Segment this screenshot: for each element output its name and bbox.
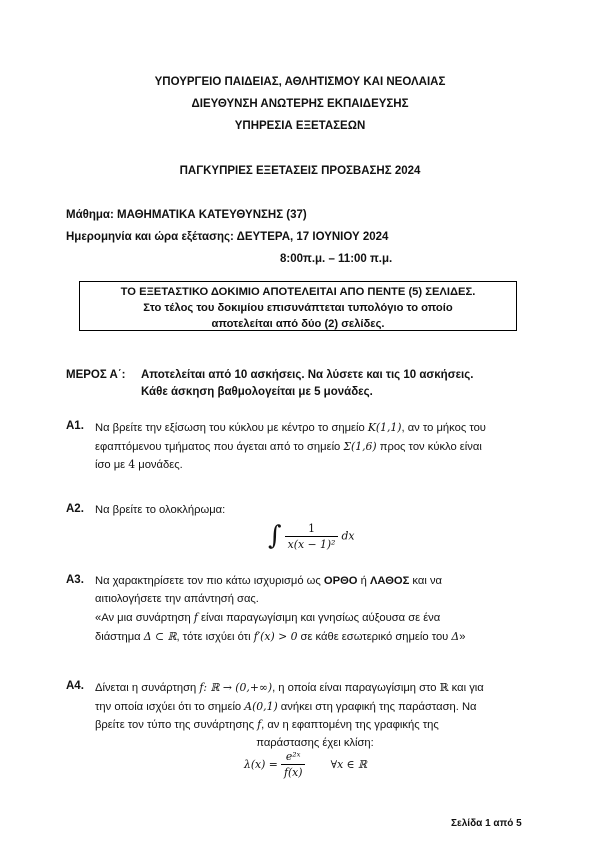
subject-value: ΜΑΘΗΜΑΤΙΚΑ ΚΑΤΕΥΘΥΝΣΗΣ (37): [117, 209, 307, 221]
notice-line-1: ΤΟ ΕΞΕΤΑΣΤΙΚΟ ΔΟΚΙΜΙΟ ΑΠΟΤΕΛΕΙΤΑΙ ΑΠΟ ΠΕΝΤΕ (5) ΣΕΛΙΔΕΣ.: [120, 286, 476, 298]
part-line-2: Κάθε άσκηση βαθμολογείται με 5 μονάδες.: [141, 386, 373, 398]
a3-stmt-derivative: f′(x) > 0: [253, 629, 298, 643]
a1-text-1: Να βρείτε την εξίσωση του κύκλου με κέντρο το σημείο: [95, 422, 368, 434]
a3-stmt-interval: Δ ⊂ ℝ: [143, 629, 177, 643]
a3-stmt-3: διάστημα: [95, 630, 144, 643]
slope-denominator: f(x): [283, 766, 303, 779]
a1-point-sigma: Σ(1,6): [343, 439, 377, 453]
a1-text-2: , αν το μήκος του: [401, 422, 486, 434]
exam-title: ΠΑΓΚΥΠΡΙΕΣ ΕΞΕΤΑΣΕΙΣ ΠΡΟΣΒΑΣΗΣ 2024: [179, 165, 421, 177]
a1-text-5: ίσο με: [95, 459, 129, 471]
a4-text-5: ανήκει στη γραφική της παράσταση. Να: [277, 700, 477, 713]
time-value: 8:00π.μ. – 11:00 π.μ.: [280, 253, 393, 265]
question-a2-text: Να βρείτε το ολοκλήρωμα:: [95, 504, 226, 516]
integral-dx: dx: [341, 529, 355, 543]
a4-text-4: την οποία ισχύει ότι το σημείο: [95, 700, 245, 713]
part-line-1: Αποτελείται από 10 ασκήσεις. Να λύσετε και τις 10 ασκήσεις.: [141, 369, 474, 381]
a3-true-word: ΟΡΘΟ: [323, 575, 358, 587]
question-a4-number: Α4.: [66, 680, 84, 692]
date-label: Ημερομηνία και ώρα εξέτασης:: [66, 231, 234, 243]
slope-fraction: [281, 750, 306, 779]
a3-stmt-f: f: [193, 611, 198, 624]
a4-f: f: [257, 718, 262, 731]
ministry-heading: ΥΠΟΥΡΓΕΙΟ ΠΑΙΔΕΙΑΣ, ΑΘΛΗΤΙΣΜΟΥ ΚΑΙ ΝΕΟΛΑΙΑΣ: [154, 76, 446, 88]
a1-text-3: εφαπτόμενου τμήματος που άγεται από το σημείο: [95, 440, 344, 453]
subject-label: Μάθημα:: [66, 209, 114, 221]
a3-stmt-2: είναι παραγωγίσιμη και γνησίως αύξουσα σε ένα: [197, 612, 441, 624]
question-a3-statement: [95, 609, 535, 646]
a1-length: 4: [128, 458, 136, 471]
integral-fraction: [285, 522, 339, 551]
a1-text-6: μονάδες.: [135, 459, 183, 471]
a3-text-4: αιτιολογήσετε την απάντησή σας.: [95, 592, 259, 605]
a3-text-2: ή: [357, 575, 370, 587]
slope-lhs: λ(x) =: [244, 758, 278, 771]
notice-box: [79, 281, 517, 331]
a3-stmt-6: »: [459, 630, 466, 643]
a4-text-8: παράστασης έχει κλίση:: [256, 736, 374, 749]
a4-text-1: Δίνεται η συνάρτηση: [95, 682, 200, 694]
question-a3-number: Α3.: [66, 574, 84, 586]
a3-stmt-1: «Αν μια συνάρτηση: [95, 612, 194, 624]
notice-line-2: Στο τέλος του δοκιμίου επισυνάπτεται τυπολόγιο το οποίο: [143, 302, 453, 314]
integral-formula: [268, 521, 355, 561]
slope-domain: ∀x ∈ ℝ: [330, 758, 368, 771]
question-a1-number: Α1.: [66, 420, 84, 432]
date-value: ΔΕΥΤΕΡΑ, 17 ΙΟΥΝΙΟΥ 2024: [236, 231, 389, 243]
directorate-heading: ΔΙΕΥΘΥΝΣΗ ΑΝΩΤΕΡΗΣ ΕΚΠΑΙΔΕΥΣΗΣ: [191, 98, 409, 110]
page-number: Σελίδα 1 από 5: [451, 818, 522, 829]
service-heading: ΥΠΗΡΕΣΙΑ ΕΞΕΤΑΣΕΩΝ: [234, 120, 366, 132]
subject-line: [66, 209, 307, 221]
a3-stmt-4: , τότε ισχύει ότι: [176, 630, 254, 643]
a4-text-3: και για: [448, 682, 484, 694]
slope-formula: [244, 750, 367, 790]
a1-text-4: προς τον κύκλο είναι: [376, 440, 482, 453]
question-a3-text: [95, 573, 535, 608]
question-a4-text: [95, 679, 535, 752]
a4-point-a: A(0,1): [244, 699, 278, 713]
a3-false-word: ΛΑΘΟΣ: [369, 575, 410, 587]
a4-text-2: , η οποία είναι παραγωγίσιμη στο: [272, 682, 440, 694]
a3-text-1: Να χαρακτηρίσετε τον πιο κάτω ισχυρισμό ως: [95, 575, 324, 587]
a3-stmt-delta: Δ: [451, 629, 460, 643]
a3-stmt-5: σε κάθε εσωτερικό σημείο του: [297, 630, 452, 643]
notice-line-3: αποτελείται από δύο (2) σελίδες.: [211, 318, 385, 330]
a1-point-k: K(1,1): [367, 421, 402, 434]
question-a2-number: Α2.: [66, 503, 84, 515]
question-a1-text: [95, 419, 535, 475]
a3-text-3: και να: [409, 575, 443, 587]
part-label: ΜΕΡΟΣ Α΄:: [66, 369, 126, 381]
integral-numerator: 1: [285, 522, 339, 537]
integral-denominator: x(x − 1)²: [287, 537, 336, 551]
a4-text-6: βρείτε τον τύπο της συνάρτησης: [95, 719, 258, 731]
a4-function-def: f: ℝ → (0,+∞): [199, 681, 273, 694]
slope-numerator: e²ˣ: [281, 750, 306, 765]
date-line: [66, 231, 388, 243]
integral-sign: ∫: [268, 521, 282, 551]
a4-reals: ℝ: [439, 681, 449, 694]
a4-text-7: , αν η εφαπτομένη της γραφικής της: [261, 719, 439, 731]
